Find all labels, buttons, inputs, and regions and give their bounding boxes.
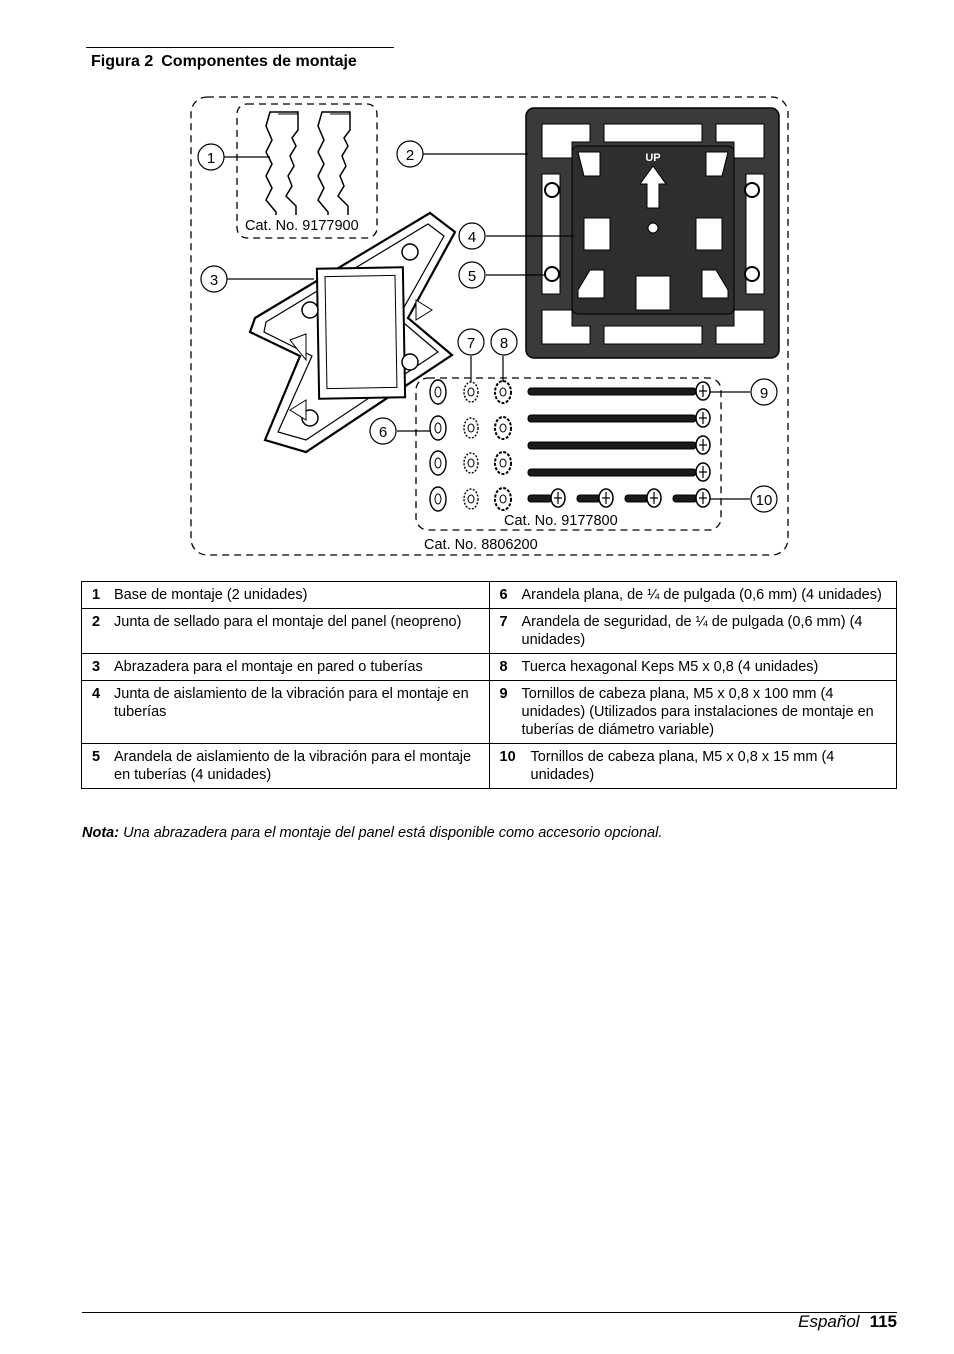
legend-cell	[82, 609, 490, 654]
callout-number: 9	[759, 385, 769, 402]
legend-number: 4	[92, 686, 101, 702]
callout-number: 8	[499, 335, 509, 352]
legend-number: 7	[499, 614, 508, 630]
figure-label: Figura 2	[91, 53, 154, 70]
callout	[201, 266, 227, 292]
note	[82, 825, 662, 841]
page-footer	[798, 1312, 897, 1332]
legend-cell	[489, 582, 897, 609]
legend-number: 1	[92, 587, 101, 603]
legend-text: Arandela plana, de ¼ de pulgada (0,6 mm) (4 unidades)	[521, 587, 882, 603]
long-screw	[528, 409, 710, 427]
legend-cell	[82, 654, 490, 681]
legend-cell	[82, 582, 490, 609]
callout-number: 7	[466, 335, 476, 352]
cat-number-hardware: Cat. No. 9177800	[504, 513, 618, 529]
flat-washer	[430, 487, 446, 511]
short-screw	[577, 489, 613, 507]
legend-cell	[82, 681, 490, 744]
callout-number: 10	[755, 492, 773, 509]
lock-washer	[464, 382, 478, 402]
callout-number: 4	[467, 229, 477, 246]
legend-number: 6	[499, 587, 508, 603]
figure-caption: Componentes de montaje	[161, 53, 357, 70]
legend-number: 2	[92, 614, 101, 630]
legend-text: Junta de sellado para el montaje del panel (neopreno)	[114, 614, 462, 630]
legend-text: Tornillos de cabeza plana, M5 x 0,8 x 15 mm (4 unidades)	[530, 749, 835, 783]
cat-number-kit: Cat. No. 8806200	[424, 537, 538, 553]
long-screw	[528, 382, 710, 400]
gasket-up-text: UP	[645, 152, 661, 164]
legend-text: Abrazadera para el montaje en pared o tuberías	[114, 659, 423, 675]
legend-text: Tornillos de cabeza plana, M5 x 0,8 x 100 mm (4 unidades) (Utilizados para instalaciones de montaje en tuberías de diámetro variable)	[521, 686, 874, 738]
flat-washer	[430, 416, 446, 440]
hardware-parts	[430, 380, 511, 511]
legend-table	[81, 581, 897, 789]
long-screw	[528, 436, 710, 454]
legend-number: 9	[499, 686, 508, 702]
lock-washer	[464, 418, 478, 438]
hex-nut	[495, 381, 511, 403]
legend-row	[82, 609, 897, 654]
hex-nut	[495, 452, 511, 474]
legend-cell	[489, 681, 897, 744]
hardware-boundary	[416, 378, 721, 530]
long-screw	[528, 463, 710, 481]
legend-text: Arandela de seguridad, de ¼ de pulgada (0,6 mm) (4 unidades)	[521, 614, 863, 648]
lock-washer	[464, 453, 478, 473]
legend-number: 3	[92, 659, 101, 675]
callout-number: 3	[209, 272, 219, 289]
legend-number: 10	[499, 749, 516, 765]
panel-gasket	[526, 108, 779, 358]
mounting-foot	[266, 112, 298, 224]
legend-row	[82, 681, 897, 744]
page-number: 115	[869, 1312, 897, 1331]
legend-row	[82, 582, 897, 609]
lock-washer	[464, 489, 478, 509]
legend-number: 5	[92, 749, 101, 765]
legend-text: Junta de aislamiento de la vibración para el montaje en tuberías	[114, 686, 469, 720]
callout	[491, 329, 517, 355]
legend-row	[82, 744, 897, 789]
legend-number: 8	[499, 659, 508, 675]
flat-washer	[430, 380, 446, 404]
hex-nut	[495, 488, 511, 510]
short-screw	[673, 489, 710, 507]
callout	[198, 144, 224, 170]
short-screw	[625, 489, 661, 507]
legend-cell	[82, 744, 490, 789]
callout	[370, 418, 396, 444]
mounting-components-figure	[0, 0, 954, 575]
wall-pipe-bracket	[250, 213, 455, 452]
callout	[397, 141, 423, 167]
callout	[459, 223, 485, 249]
callout-number: 5	[467, 268, 477, 285]
callout	[459, 262, 485, 288]
legend-cell	[489, 654, 897, 681]
cat-number-bases: Cat. No. 9177900	[245, 218, 359, 234]
legend-text: Base de montaje (2 unidades)	[114, 587, 308, 603]
callout-number: 6	[378, 424, 388, 441]
callout-number: 1	[206, 150, 216, 167]
legend-text: Arandela de aislamiento de la vibración para el montaje en tuberías (4 unidades)	[114, 749, 472, 783]
flat-washer	[430, 451, 446, 475]
footer-language: Español	[798, 1312, 860, 1331]
hex-nut	[495, 417, 511, 439]
note-text: Una abrazadera para el montaje del panel está disponible como accesorio opcional.	[123, 825, 663, 841]
callout	[751, 486, 777, 512]
callout	[458, 329, 484, 355]
short-screw	[528, 489, 565, 507]
callout-number: 2	[405, 147, 415, 164]
short-screws	[528, 489, 710, 507]
legend-row	[82, 654, 897, 681]
long-screws	[528, 382, 710, 481]
footer-rule	[82, 1312, 897, 1313]
note-label: Nota:	[82, 825, 120, 841]
mounting-foot	[318, 112, 350, 224]
callout	[751, 379, 777, 405]
legend-text: Tuerca hexagonal Keps M5 x 0,8 (4 unidades)	[521, 659, 819, 675]
legend-cell	[489, 744, 897, 789]
legend-cell	[489, 609, 897, 654]
